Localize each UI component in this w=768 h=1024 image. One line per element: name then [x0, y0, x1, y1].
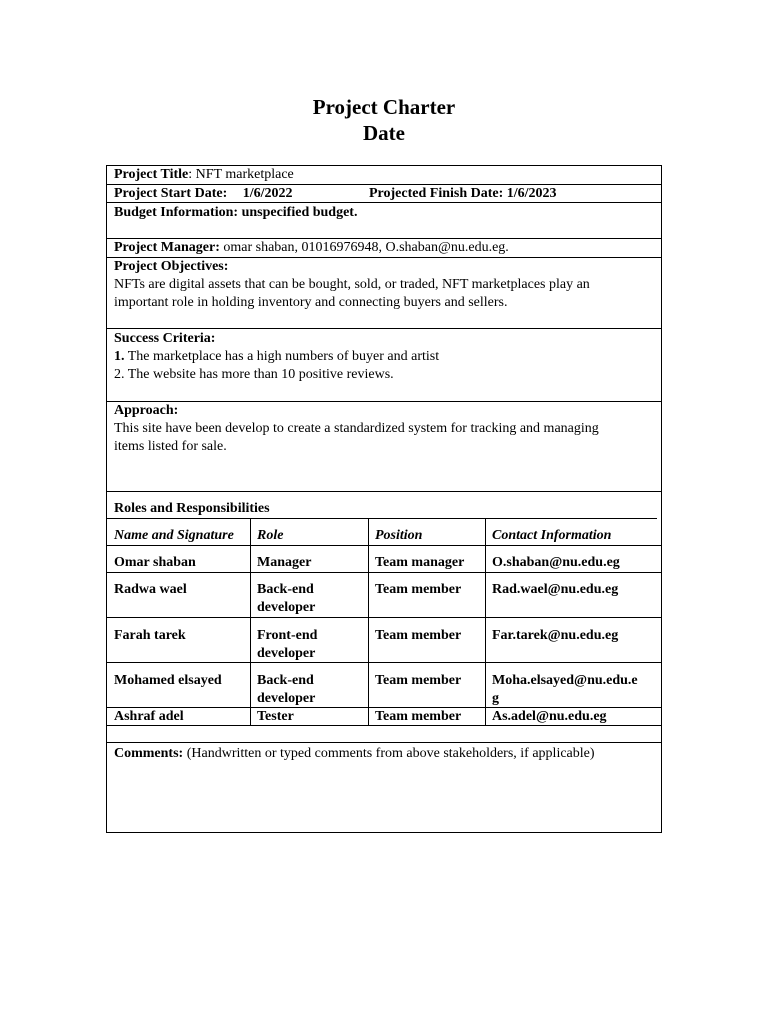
objectives-line-1: NFTs are digital assets that can be bought, sold, or traded, NFT marketplaces play an — [114, 277, 590, 292]
divider — [107, 572, 661, 573]
objectives-label: Project Objectives: — [114, 259, 229, 274]
table-row-role-line-2: developer — [257, 691, 316, 706]
table-row-role: Manager — [257, 555, 312, 570]
roles-header-contact: Contact Information — [492, 528, 612, 543]
manager-label: Project Manager: — [114, 240, 220, 255]
roles-table-top-border — [107, 518, 657, 519]
table-row-position: Team member — [375, 673, 462, 688]
comments-text: (Handwritten or typed comments from above stakeholders, if applicable) — [186, 746, 595, 761]
document-title: Project Charter — [312, 95, 456, 119]
roles-col-divider — [368, 518, 369, 726]
roles-header-name: Name and Signature — [114, 528, 234, 543]
divider — [107, 202, 661, 203]
project-title-row — [114, 166, 294, 184]
roles-heading: Roles and Responsibilities — [114, 501, 270, 516]
budget-row — [114, 204, 357, 222]
divider — [107, 491, 661, 492]
divider — [107, 617, 661, 618]
table-row-contact: Moha.elsayed@nu.edu.e — [492, 673, 638, 688]
success-label: Success Criteria: — [114, 331, 216, 346]
finish-date-value: 1/6/2023 — [506, 186, 557, 201]
table-row-name: Radwa wael — [114, 582, 187, 597]
roles-col-divider — [485, 518, 486, 726]
table-row-position: Team member — [375, 628, 462, 643]
table-row-position: Team member — [375, 582, 462, 597]
finish-date-row — [369, 185, 557, 203]
project-title-label: Project Title — [114, 167, 189, 182]
approach-line-2: items listed for sale. — [114, 439, 227, 454]
budget-value: unspecified budget. — [241, 205, 358, 220]
table-row-contact: O.shaban@nu.edu.eg — [492, 555, 620, 570]
manager-value: omar shaban, 01016976948, O.shaban@nu.edu.eg. — [223, 240, 509, 255]
success-item-1-text: The marketplace has a high numbers of buyer and artist — [127, 349, 440, 364]
divider — [107, 662, 661, 663]
table-row-contact-line-2: g — [492, 691, 499, 706]
table-row-name: Farah tarek — [114, 628, 186, 643]
success-item-2: 2. The website has more than 10 positive reviews. — [114, 367, 394, 382]
table-row-position: Team member — [375, 709, 462, 724]
divider — [107, 725, 661, 726]
table-row-name: Ashraf adel — [114, 709, 184, 724]
table-row-role: Front-end — [257, 628, 318, 643]
table-row-name: Omar shaban — [114, 555, 196, 570]
success-item-1-number: 1. — [114, 349, 125, 364]
budget-label: Budget Information: — [114, 205, 239, 220]
approach-label: Approach: — [114, 403, 179, 418]
project-title-separator: : — [188, 167, 193, 182]
finish-date-label: Projected Finish Date: — [369, 186, 504, 201]
table-row-contact: As.adel@nu.edu.eg — [492, 709, 607, 724]
table-row-position: Team manager — [375, 555, 465, 570]
divider — [107, 401, 661, 402]
divider — [107, 328, 661, 329]
document-subtitle: Date — [363, 121, 405, 145]
start-date-value: 1/6/2022 — [242, 186, 293, 201]
charter-table — [106, 165, 662, 833]
objectives-line-2: important role in holding inventory and connecting buyers and sellers. — [114, 295, 508, 310]
comments-label: Comments: — [114, 746, 184, 761]
table-row-role: Tester — [257, 709, 294, 724]
start-date-row — [114, 185, 293, 203]
table-row-role-line-2: developer — [257, 600, 316, 615]
roles-col-divider — [250, 518, 251, 726]
manager-row — [114, 239, 509, 257]
table-row-role: Back-end — [257, 673, 314, 688]
divider — [107, 545, 661, 546]
start-date-label: Project Start Date: — [114, 186, 228, 201]
table-row-name: Mohamed elsayed — [114, 673, 222, 688]
success-item-1 — [114, 348, 439, 366]
table-row-contact: Rad.wael@nu.edu.eg — [492, 582, 619, 597]
comments-row — [114, 745, 595, 763]
roles-header-role: Role — [257, 528, 284, 543]
table-row-role-line-2: developer — [257, 646, 316, 661]
table-row-role: Back-end — [257, 582, 314, 597]
document-header — [0, 94, 768, 146]
roles-header-position: Position — [375, 528, 423, 543]
project-title-value: NFT marketplace — [195, 167, 294, 182]
table-row-contact: Far.tarek@nu.edu.eg — [492, 628, 619, 643]
approach-line-1: This site have been develop to create a standardized system for tracking and managing — [114, 421, 599, 436]
divider — [107, 742, 661, 743]
